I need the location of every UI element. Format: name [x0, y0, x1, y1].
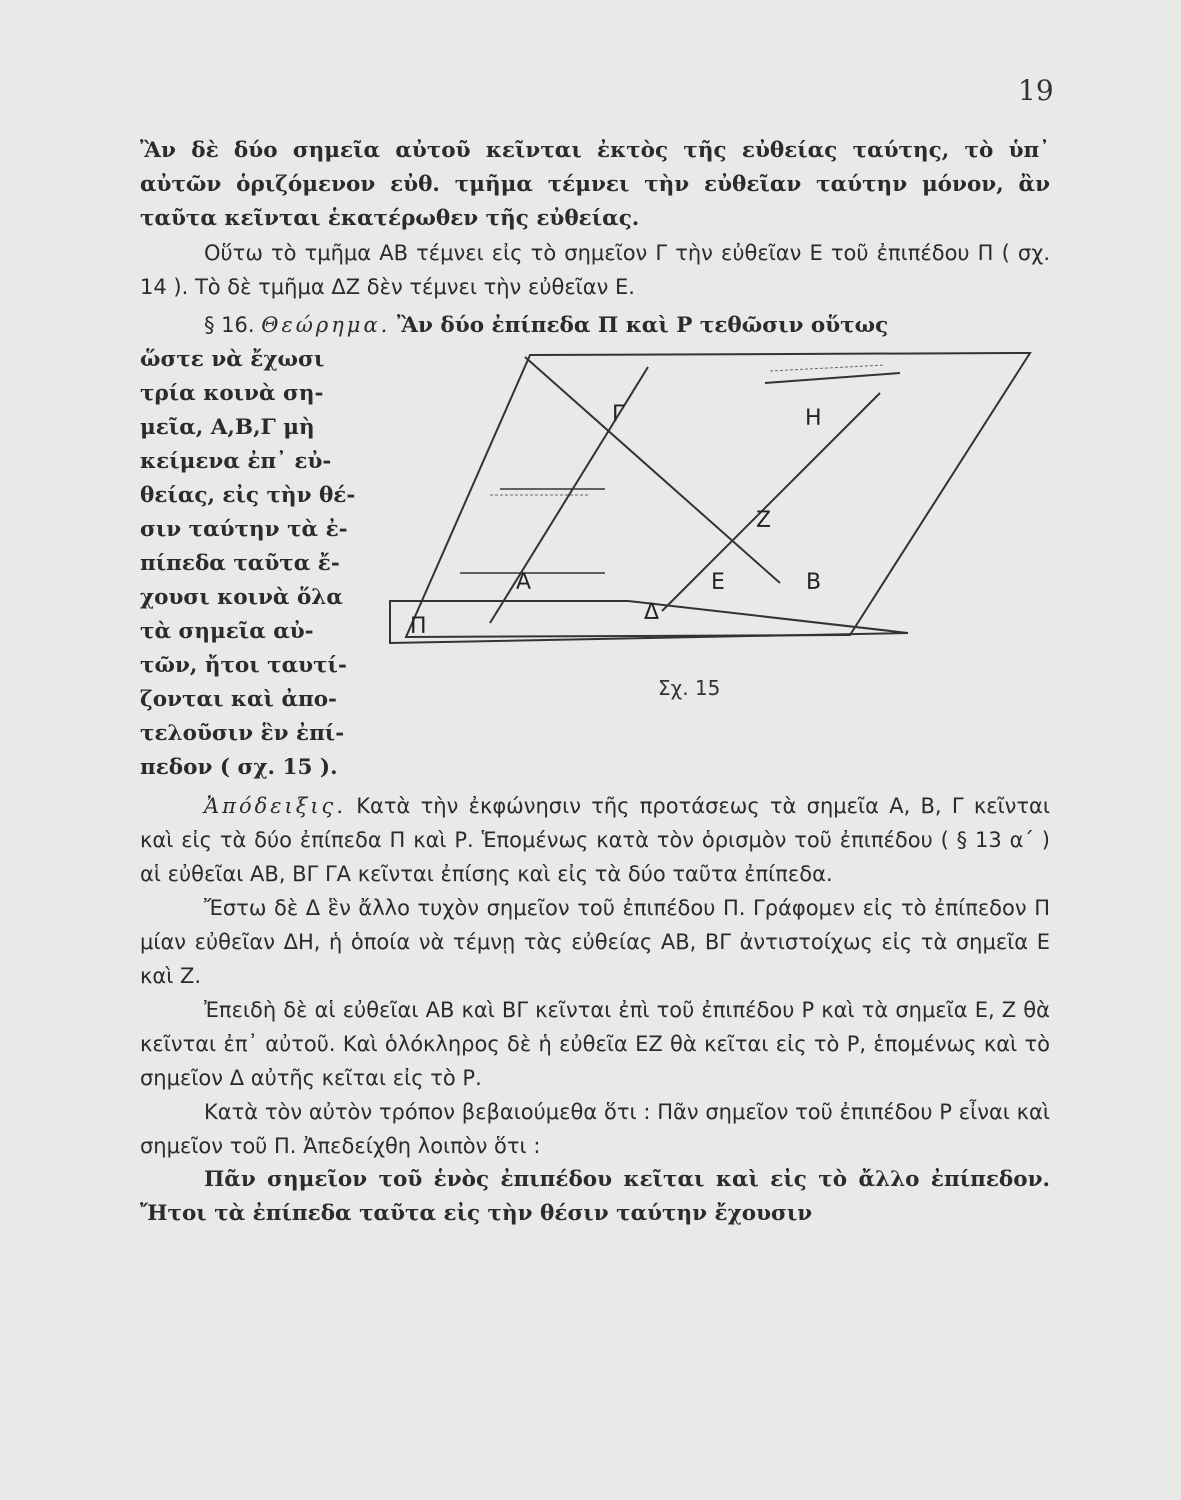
hatch-stroke: [770, 365, 885, 371]
shade-stroke: [765, 373, 900, 383]
theorem-line: ζονται καὶ ἀπο-: [140, 687, 337, 712]
label-epsilon: Ε: [711, 570, 725, 595]
theorem-line: πεδον ( σχ. 15 ).: [140, 755, 338, 780]
label-delta: Δ: [644, 600, 660, 625]
paragraph-let-delta: Ἔστω δὲ Δ ἓν ἄλλο τυχὸν σημεῖον τοῦ ἐπιπέδου Π. Γράφομεν εἰς τὸ ἐπίπεδον Π μίαν εὐθεῖαν ΔΗ, ἡ ὁποία νὰ τέμνῃ τὰς εὐθείας ΑΒ, ΒΓ ἀντιστοίχως εἰς τὰ σημεῖα Ε καὶ Ζ.: [140, 896, 1050, 988]
theorem-line: κείμενα ἐπ᾽ εὐ-: [140, 449, 332, 474]
page-number: 19: [1018, 74, 1054, 107]
label-eta: Η: [805, 406, 822, 431]
theorem-line: χουσι κοινὰ ὅλα: [140, 585, 343, 610]
theorem-line: πίπεδα ταῦτα ἔ-: [140, 551, 340, 576]
figure-15: [380, 343, 1050, 703]
theorem-first-line: Ἂν δύο ἐπίπεδα Π καὶ Ρ τεθῶσιν οὕτως: [397, 313, 889, 338]
proof-label: Ἀπόδειξις.: [204, 794, 346, 818]
section-number: § 16.: [204, 313, 255, 337]
page-body: [140, 134, 1050, 1231]
theorem-line: σιν ταύτην τὰ ἐ-: [140, 517, 348, 542]
paragraph-intro: Ἂν δὲ δύο σημεῖα αὐτοῦ κεῖνται ἐκτὸς τῆς εὐθείας ταύτης, τὸ ὑπ᾽ αὐτῶν ὁριζόμενον εὐθ. τμῆμα τέμνει τὴν εὐθεῖαν ταύτην μόνον, ἂν ταῦτα κεῖνται ἑκατέρωθεν τῆς εὐθείας.: [140, 138, 1050, 231]
figure-caption: Σχ. 15: [658, 676, 721, 700]
line-alpha-gamma: [490, 367, 648, 623]
theorem-line: μεῖα, Α,Β,Γ μὴ: [140, 415, 315, 440]
label-pi: Π: [410, 614, 427, 639]
theorem-label: Θεώρημα.: [261, 313, 391, 337]
paragraph-proof: [140, 789, 1050, 891]
paragraph-conclusion: Πᾶν σημεῖον τοῦ ἑνὸς ἐπιπέδου κεῖται καὶ εἰς τὸ ἄλλο ἐπίπεδον. Ἤτοι τὰ ἐπίπεδα ταῦτα εἰς τὴν θέσιν ταύτην ἔχουσιν: [140, 1167, 1050, 1226]
theorem-heading: [140, 308, 1050, 343]
theorem-line: τελοῦσιν ἓν ἐπί-: [140, 721, 345, 746]
proof-text: Κατὰ τὴν ἐκφώνησιν τῆς προτάσεως τὰ σημεῖα Α, Β, Γ κεῖνται καὶ εἰς τὰ δύο ἐπίπεδα Π καὶ Ρ. Ἑπομένως κατὰ τὸν ὁρισμὸν τοῦ ἐπιπέδου ( § 13 α΄ ) αἱ εὐθεῖαι ΑΒ, ΒΓ ΓΑ κεῖνται ἐπίσης καὶ εἰς τὰ δύο ταῦτα ἐπίπεδα.: [140, 794, 1050, 886]
label-beta: Β: [806, 570, 822, 595]
figure-15-diagram: [380, 343, 1050, 703]
theorem-text-column: [140, 343, 380, 785]
theorem-line: ὥστε νὰ ἔχωσι: [140, 347, 325, 372]
theorem-line: τῶν, ἤτοι ταυτί-: [140, 653, 347, 678]
theorem-with-figure: [140, 343, 1050, 785]
paragraph-example: Οὕτω τὸ τμῆμα ΑΒ τέμνει εἰς τὸ σημεῖον Γ τὴν εὐθεῖαν Ε τοῦ ἐπιπέδου Π ( σχ. 14 ). Τὸ δὲ τμῆμα ΔΖ δὲν τέμνει τὴν εὐθεῖαν Ε.: [140, 241, 1050, 299]
line-beta-gamma: [525, 357, 780, 583]
line-delta-eta: [662, 393, 880, 611]
theorem-line: θείας, εἰς τὴν θέ-: [140, 483, 356, 508]
label-alpha: Α: [516, 570, 532, 595]
label-gamma: Γ: [612, 402, 625, 427]
paragraph-since: Ἐπειδὴ δὲ αἱ εὐθεῖαι ΑΒ καὶ ΒΓ κεῖνται ἐπὶ τοῦ ἐπιπέδου Ρ καὶ τὰ σημεῖα Ε, Ζ θὰ κεῖνται ἐπ᾽ αὐτοῦ. Καὶ ὁλόκληρος δὲ ἡ εὐθεῖα ΕΖ θὰ κεῖται εἰς τὸ Ρ, ἑπομένως καὶ τὸ σημεῖον Δ αὐτῆς κεῖται εἰς τὸ Ρ.: [140, 998, 1050, 1090]
theorem-line: τρία κοινὰ ση-: [140, 381, 324, 406]
theorem-line: τὰ σημεῖα αὐ-: [140, 619, 314, 644]
paragraph-same-way: Κατὰ τὸν αὐτὸν τρόπον βεβαιούμεθα ὅτι : Πᾶν σημεῖον τοῦ ἐπιπέδου Ρ εἶναι καὶ σημεῖον τοῦ Π. Ἀπεδείχθη λοιπὸν ὅτι :: [140, 1100, 1050, 1158]
label-zeta: Ζ: [756, 508, 772, 533]
